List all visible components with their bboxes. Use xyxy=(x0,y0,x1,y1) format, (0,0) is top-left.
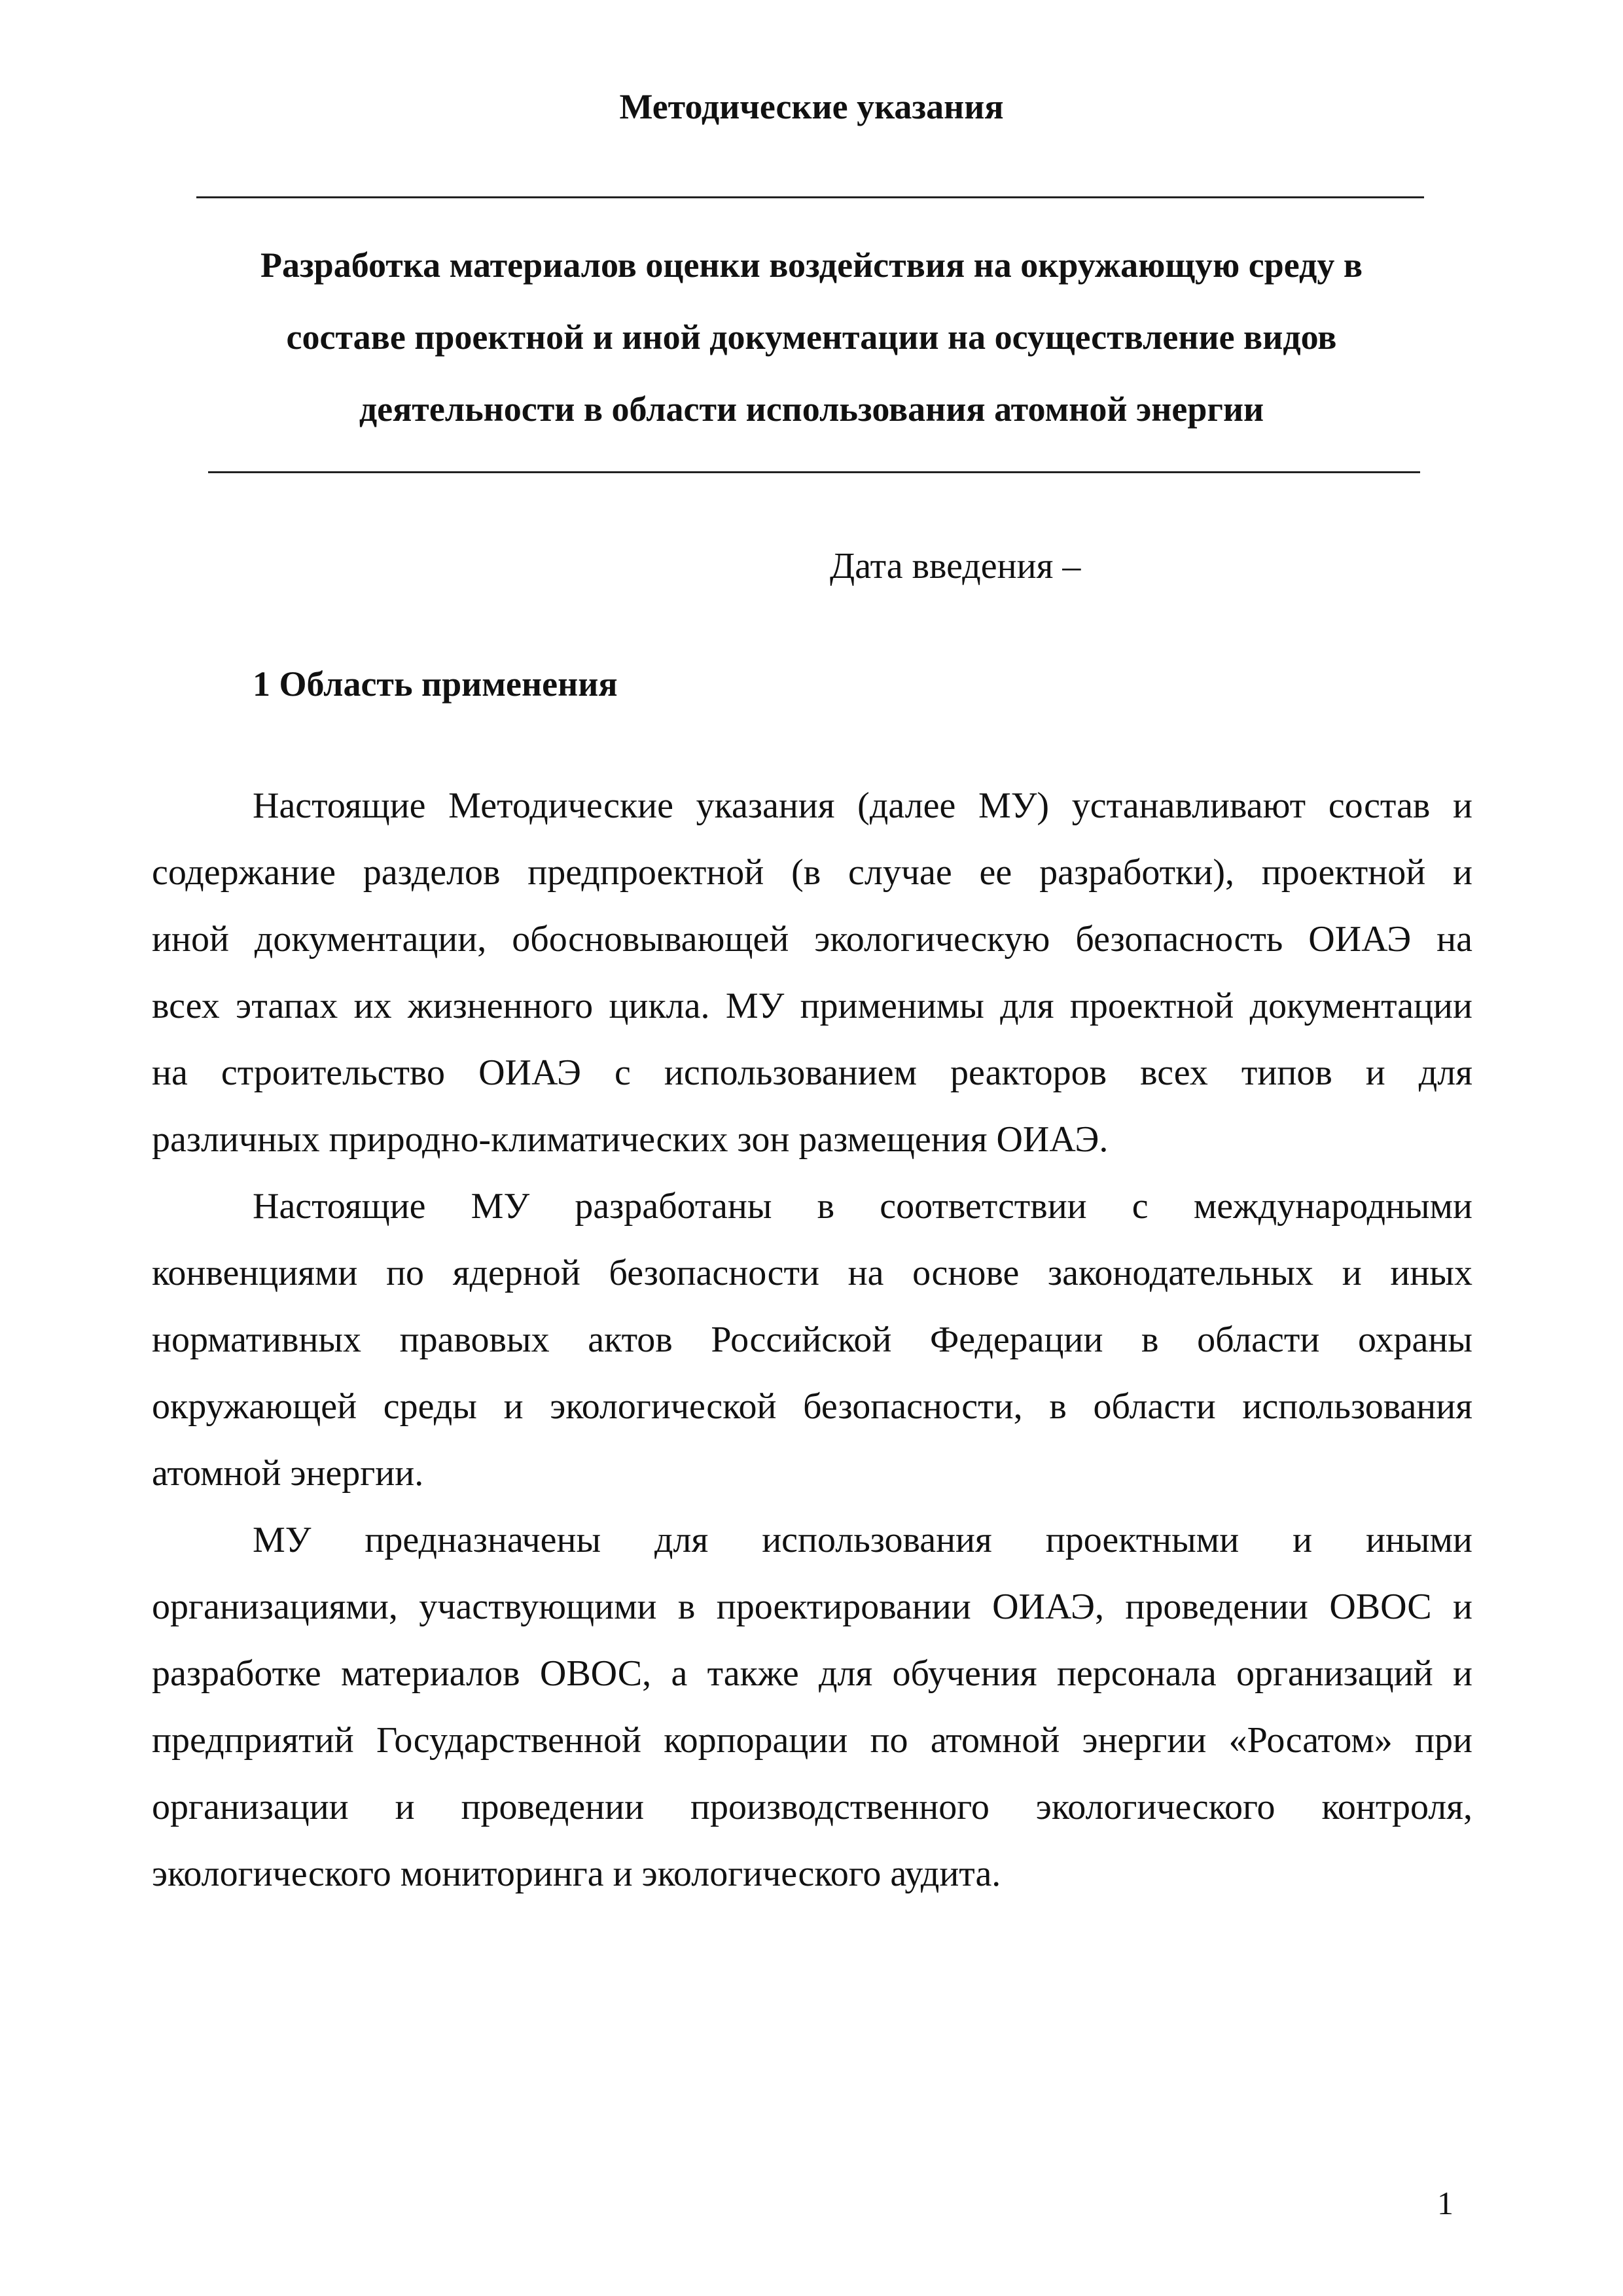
page-number: 1 xyxy=(1437,2185,1454,2221)
paragraph-line: организации и проведении производственного экологического контроля, xyxy=(152,1787,1472,1827)
title-line: Разработка материалов оценки воздействия на окружающую среду в xyxy=(260,245,1363,285)
section-heading: 1 Область применения xyxy=(253,664,618,704)
paragraph-line: МУ предназначены для использования проектными и иными xyxy=(253,1520,1472,1560)
paragraph-line: Настоящие Методические указания (далее МУ) устанавливают состав и xyxy=(253,785,1472,826)
document-title xyxy=(164,229,1459,445)
paragraph-line: разработке материалов ОВОС, а также для обучения персонала организаций и xyxy=(152,1653,1472,1694)
paragraph xyxy=(152,772,1472,1173)
title-line: составе проектной и иной документации на осуществление видов xyxy=(286,317,1337,357)
title-bottom-rule xyxy=(208,471,1420,473)
paragraph-line: содержание разделов предпроектной (в случае ее разработки), проектной и xyxy=(152,852,1472,893)
paragraph-line: организациями, участвующими в проектировании ОИАЭ, проведении ОВОС и xyxy=(152,1587,1472,1627)
paragraph-line: экологического мониторинга и экологического аудита. xyxy=(152,1854,1001,1894)
paragraph-line: окружающей среды и экологической безопасности, в области использования xyxy=(152,1386,1472,1427)
paragraph-line: иной документации, обосновывающей экологическую безопасность ОИАЭ на xyxy=(152,919,1472,960)
paragraph-line: конвенциями по ядерной безопасности на основе законодательных и иных xyxy=(152,1253,1472,1293)
paragraph-line: всех этапах их жизненного цикла. МУ применимы для проектной документации xyxy=(152,986,1472,1026)
paragraph-line: на строительство ОИАЭ с использованием реакторов всех типов и для xyxy=(152,1052,1472,1093)
paragraph xyxy=(152,1173,1472,1507)
title-top-rule xyxy=(196,196,1424,198)
paragraph-line: нормативных правовых актов Российской Федерации в области охраны xyxy=(152,1319,1472,1360)
paragraph-line: предприятий Государственной корпорации по атомной энергии «Росатом» при xyxy=(152,1720,1472,1761)
paragraph xyxy=(152,1507,1472,1907)
paragraph-line: атомной энергии. xyxy=(152,1453,424,1494)
paragraph-line: различных природно-климатических зон размещения ОИАЭ. xyxy=(152,1119,1109,1160)
document-type-heading: Методические указания xyxy=(619,87,1004,126)
introduction-date: Дата введения – xyxy=(830,546,1081,586)
paragraph-line: Настоящие МУ разработаны в соответствии с международными xyxy=(253,1186,1472,1227)
title-line: деятельности в области использования атомной энергии xyxy=(359,389,1264,429)
